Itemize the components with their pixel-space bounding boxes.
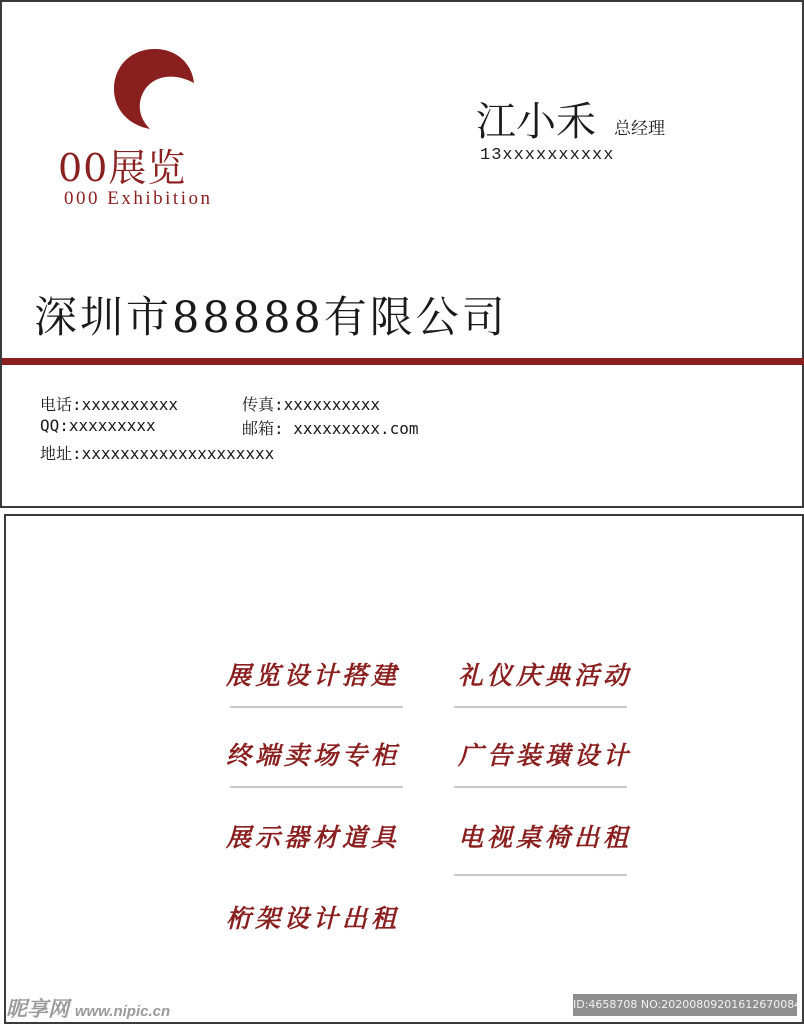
business-card-front (0, 0, 804, 508)
logo-swoosh-icon (110, 47, 200, 132)
service-item: 广告装璜设计 (458, 741, 633, 770)
brand-name-chinese: 00展览 (58, 146, 187, 190)
contact-qq: QQ:xxxxxxxxx (40, 416, 156, 435)
watermark-url: www.nipic.cn (74, 1003, 171, 1020)
person-phone: 13xxxxxxxxxx (480, 146, 615, 165)
service-divider (454, 874, 627, 876)
brand-name-english: 000 Exhibition (64, 188, 213, 209)
service-item: 展览设计搭建 (226, 661, 401, 690)
contact-tel: 电话:xxxxxxxxxx (40, 395, 178, 414)
person-title: 总经理 (614, 119, 665, 139)
service-item: 电视桌椅出租 (458, 823, 633, 852)
watermark-brand-text: 昵享网 (6, 998, 69, 1021)
contact-fax: 传真:xxxxxxxxxx (242, 395, 380, 414)
service-item: 桁架设计出租 (226, 904, 401, 933)
contact-email: 邮箱: xxxxxxxxx.com (242, 419, 419, 438)
watermark-brand (6, 993, 170, 1023)
service-divider (230, 706, 403, 708)
service-item: 展示器材道具 (226, 823, 401, 852)
watermark-id-banner: ID:4658708 NO:20200809201612670084 (573, 994, 797, 1016)
company-name: 深圳市88888有限公司 (34, 293, 508, 343)
divider-bar (2, 358, 804, 365)
service-item: 礼仪庆典活动 (458, 661, 633, 690)
business-card-back (4, 514, 804, 1024)
service-divider (230, 786, 403, 788)
service-divider (454, 786, 627, 788)
contact-address: 地址:xxxxxxxxxxxxxxxxxxxx (40, 444, 275, 463)
service-item: 终端卖场专柜 (226, 741, 401, 770)
service-divider (454, 706, 627, 708)
person-name: 江小禾 (476, 99, 596, 145)
